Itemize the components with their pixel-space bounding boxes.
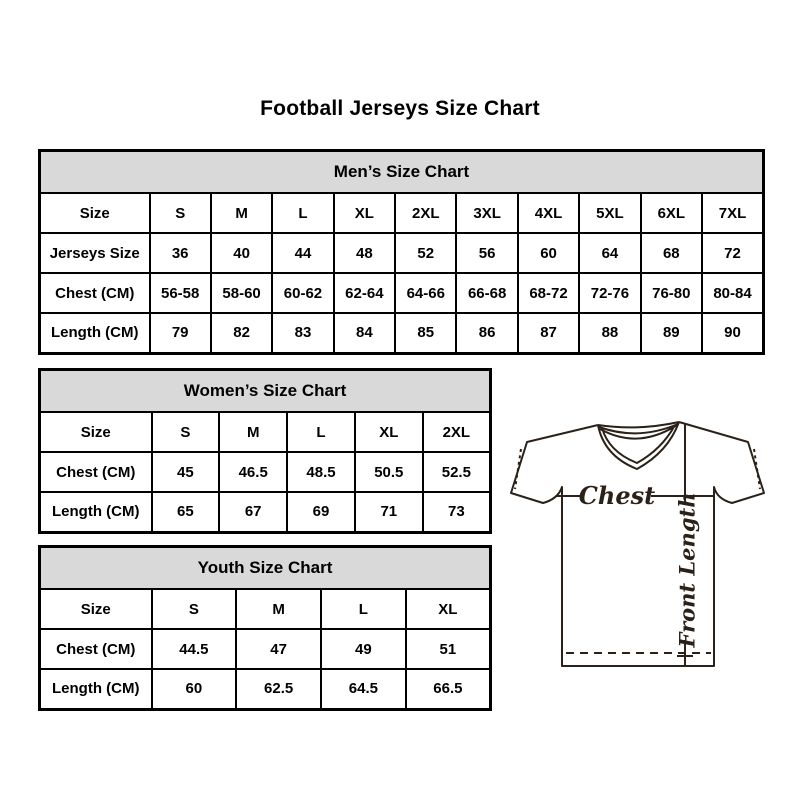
size-value-cell: 67: [219, 492, 287, 532]
size-value-cell: M: [219, 412, 287, 452]
table-row: [40, 313, 764, 353]
size-value-cell: XL: [355, 412, 423, 452]
front-length-label: Front Length: [674, 492, 700, 648]
jersey-measurement-diagram: [505, 413, 770, 673]
row-label-cell: Length (CM): [40, 669, 152, 709]
size-value-cell: 60: [518, 233, 579, 273]
size-value-cell: 52: [395, 233, 456, 273]
size-value-cell: 64.5: [321, 669, 406, 709]
size-value-cell: 89: [641, 313, 702, 353]
size-value-cell: 62-64: [334, 273, 395, 313]
size-value-cell: 3XL: [456, 193, 517, 233]
size-value-cell: 87: [518, 313, 579, 353]
size-value-cell: 49: [321, 629, 406, 669]
size-value-cell: 80-84: [702, 273, 763, 313]
row-label-cell: Size: [40, 589, 152, 629]
size-value-cell: 73: [423, 492, 491, 532]
row-label-cell: Chest (CM): [40, 273, 150, 313]
size-value-cell: 64-66: [395, 273, 456, 313]
table-title: Women’s Size Chart: [40, 370, 491, 413]
size-value-cell: 44.5: [152, 629, 237, 669]
size-value-cell: 66-68: [456, 273, 517, 313]
size-value-cell: 56-58: [150, 273, 211, 313]
table-row: [40, 452, 491, 492]
size-value-cell: S: [152, 412, 220, 452]
size-value-cell: S: [152, 589, 237, 629]
table-row: [40, 412, 491, 452]
size-value-cell: 62.5: [236, 669, 321, 709]
row-label-cell: Jerseys Size: [40, 233, 150, 273]
size-value-cell: 58-60: [211, 273, 272, 313]
jersey-collar: [598, 422, 679, 469]
size-value-cell: 4XL: [518, 193, 579, 233]
size-value-cell: 50.5: [355, 452, 423, 492]
page-title: Football Jerseys Size Chart: [260, 97, 540, 120]
mens-size-table: [38, 149, 765, 355]
size-value-cell: 88: [579, 313, 640, 353]
row-label-cell: Length (CM): [40, 492, 152, 532]
size-value-cell: L: [272, 193, 333, 233]
row-label-cell: Chest (CM): [40, 452, 152, 492]
table-header-row: [40, 151, 764, 194]
size-value-cell: 5XL: [579, 193, 640, 233]
size-value-cell: 40: [211, 233, 272, 273]
youth-size-table: [38, 545, 492, 711]
size-value-cell: 69: [287, 492, 355, 532]
size-value-cell: 76-80: [641, 273, 702, 313]
size-value-cell: 47: [236, 629, 321, 669]
womens-size-table: [38, 368, 492, 534]
table-row: [40, 669, 491, 709]
size-value-cell: XL: [406, 589, 491, 629]
size-value-cell: 6XL: [641, 193, 702, 233]
size-value-cell: 90: [702, 313, 763, 353]
size-value-cell: 68: [641, 233, 702, 273]
size-value-cell: 2XL: [395, 193, 456, 233]
size-value-cell: 64: [579, 233, 640, 273]
size-value-cell: 2XL: [423, 412, 491, 452]
size-value-cell: 52.5: [423, 452, 491, 492]
table-row: [40, 273, 764, 313]
row-label-cell: Chest (CM): [40, 629, 152, 669]
size-value-cell: 71: [355, 492, 423, 532]
size-value-cell: 65: [152, 492, 220, 532]
size-value-cell: M: [236, 589, 321, 629]
right-cuff-stitch-line: [754, 449, 760, 489]
size-value-cell: 60: [152, 669, 237, 709]
size-value-cell: 68-72: [518, 273, 579, 313]
table-row: [40, 492, 491, 532]
size-value-cell: 72: [702, 233, 763, 273]
size-value-cell: 82: [211, 313, 272, 353]
size-value-cell: XL: [334, 193, 395, 233]
table-title: Youth Size Chart: [40, 547, 491, 590]
table-row: [40, 589, 491, 629]
size-value-cell: 83: [272, 313, 333, 353]
size-value-cell: 48.5: [287, 452, 355, 492]
row-label-cell: Size: [40, 193, 150, 233]
size-value-cell: 66.5: [406, 669, 491, 709]
size-value-cell: L: [321, 589, 406, 629]
table-title: Men’s Size Chart: [40, 151, 764, 194]
size-value-cell: 46.5: [219, 452, 287, 492]
size-value-cell: 72-76: [579, 273, 640, 313]
size-value-cell: S: [150, 193, 211, 233]
left-cuff-stitch-line: [515, 449, 521, 489]
size-value-cell: 60-62: [272, 273, 333, 313]
size-value-cell: 51: [406, 629, 491, 669]
table-row: [40, 629, 491, 669]
row-label-cell: Size: [40, 412, 152, 452]
size-value-cell: M: [211, 193, 272, 233]
size-value-cell: 48: [334, 233, 395, 273]
size-value-cell: 7XL: [702, 193, 763, 233]
size-value-cell: 45: [152, 452, 220, 492]
size-value-cell: 36: [150, 233, 211, 273]
table-header-row: [40, 370, 491, 413]
table-row: [40, 193, 764, 233]
size-value-cell: 84: [334, 313, 395, 353]
size-value-cell: 86: [456, 313, 517, 353]
size-value-cell: 56: [456, 233, 517, 273]
size-value-cell: 44: [272, 233, 333, 273]
table-row: [40, 233, 764, 273]
row-label-cell: Length (CM): [40, 313, 150, 353]
size-value-cell: 85: [395, 313, 456, 353]
size-value-cell: 79: [150, 313, 211, 353]
size-value-cell: L: [287, 412, 355, 452]
chest-label: Chest: [578, 481, 656, 510]
table-header-row: [40, 547, 491, 590]
jersey-outline: [511, 422, 764, 666]
